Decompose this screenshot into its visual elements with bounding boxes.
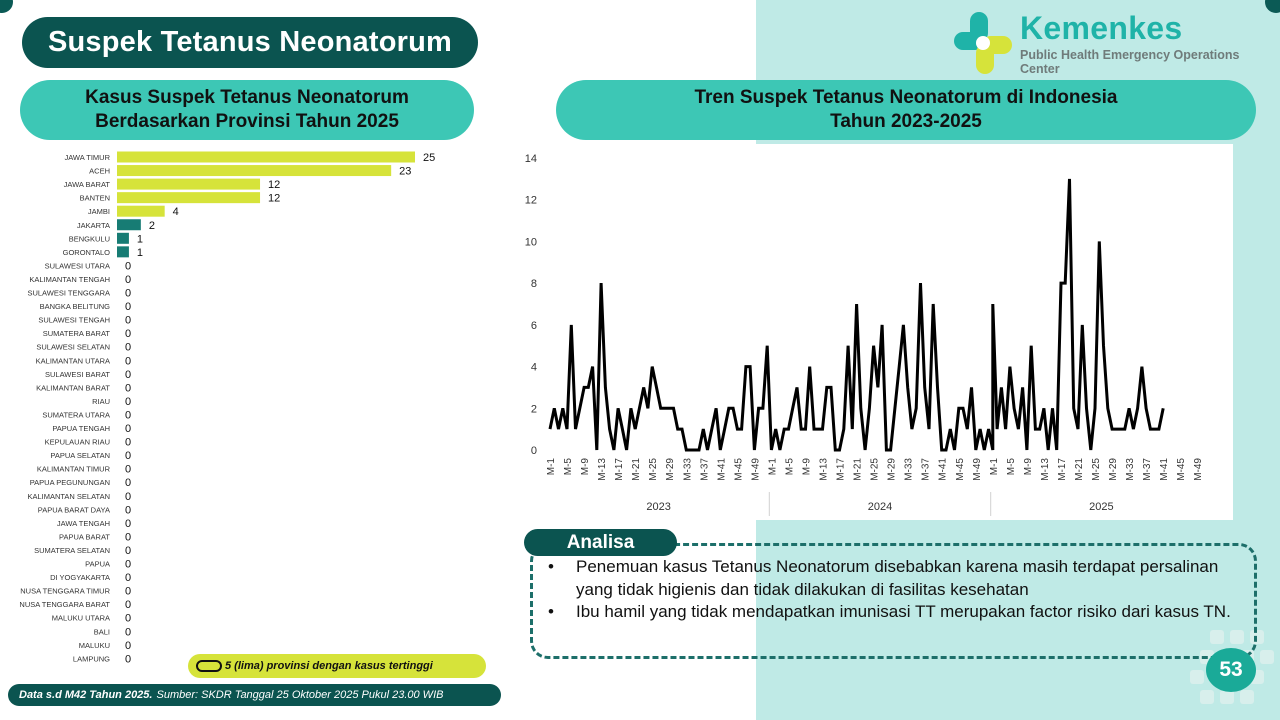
bar-value: 0 xyxy=(125,599,132,612)
x-tick-label: M-25 xyxy=(1091,458,1102,481)
bar-value: 0 xyxy=(125,436,132,449)
x-tick-label: M-45 xyxy=(733,458,745,481)
bar-value: 0 xyxy=(125,328,132,341)
bar-label: KALIMANTAN SELATAN xyxy=(27,491,110,501)
bar-label: DI YOGYAKARTA xyxy=(50,573,110,583)
legend-text: 5 (lima) provinsi dengan kasus tertinggi xyxy=(225,660,433,672)
bar-value: 1 xyxy=(136,233,144,246)
bar-value: 12 xyxy=(268,192,281,205)
bar-value: 2 xyxy=(148,219,155,232)
x-tick-label: M-45 xyxy=(954,458,966,481)
bar-label: PAPUA xyxy=(85,559,110,569)
footer-text: Sumber: SKDR Tanggal 25 Oktober 2025 Pukul 23.00 WIB xyxy=(156,689,444,701)
bar-label: RIAU xyxy=(92,396,110,406)
bar-value: 0 xyxy=(125,504,132,517)
bar-label: JAMBI xyxy=(87,207,110,217)
x-tick-label: M-21 xyxy=(852,458,864,481)
bar-chart-title xyxy=(20,80,474,140)
bar-value: 0 xyxy=(125,463,132,476)
logo-subtitle: Public Health Emergency Operations Center xyxy=(1020,48,1240,76)
x-tick-label: M-1 xyxy=(546,458,557,476)
bar-label: NUSA TENGGARA TIMUR xyxy=(20,586,110,596)
x-tick-label: M-37 xyxy=(699,458,711,481)
x-tick-label: M-9 xyxy=(801,458,813,476)
bar-label: BANGKA BELITUNG xyxy=(39,302,110,312)
y-tick-label: 2 xyxy=(530,403,537,416)
bar-label: PAPUA TENGAH xyxy=(52,424,110,433)
bar-label: JAWA TIMUR xyxy=(64,153,110,162)
bar-label: PAPUA SELATAN xyxy=(50,451,110,461)
x-tick-label: M-25 xyxy=(869,458,881,481)
x-tick-label: M-49 xyxy=(1193,458,1205,481)
x-tick-label: M-17 xyxy=(614,458,626,481)
bar-value: 0 xyxy=(125,409,132,422)
x-tick-label: M-37 xyxy=(920,458,932,481)
bar-label: JAWA TENGAH xyxy=(56,518,110,528)
bar xyxy=(117,152,415,163)
bar-value: 25 xyxy=(423,152,436,164)
bar-value: 0 xyxy=(125,341,132,354)
kemenkes-logo-icon xyxy=(952,10,1016,76)
bar-value: 0 xyxy=(125,301,132,314)
bar-value: 0 xyxy=(125,531,132,544)
legend-marker-icon xyxy=(196,660,222,672)
bar-label: NUSA TENGGARA BARAT xyxy=(19,600,110,610)
bar-label: SULAWESI UTARA xyxy=(44,261,110,271)
year-label: 2025 xyxy=(1089,501,1114,513)
bar-label: MALUKU UTARA xyxy=(51,613,110,623)
bar-value: 0 xyxy=(125,639,132,652)
x-tick-label: M-37 xyxy=(1142,458,1154,481)
bar-value: 1 xyxy=(136,246,144,259)
bar-label: SULAWESI TENGGARA xyxy=(27,288,110,298)
year-label: 2023 xyxy=(646,501,671,513)
x-tick-label: M-49 xyxy=(750,458,762,481)
top5-legend xyxy=(188,654,486,678)
bar-label: LAMPUNG xyxy=(72,654,110,664)
x-tick-label: M-49 xyxy=(971,458,983,481)
bar-label: SULAWESI SELATAN xyxy=(36,342,110,352)
bar-value: 0 xyxy=(125,314,132,327)
bar xyxy=(117,179,260,190)
bar-value: 0 xyxy=(125,544,132,557)
x-tick-label: M-33 xyxy=(682,458,694,481)
bar-value: 0 xyxy=(125,355,132,368)
trend-line-chart xyxy=(514,144,1233,520)
x-tick-label: M-17 xyxy=(1057,458,1068,481)
page-title: Suspek Tetanus Neonatorum xyxy=(22,17,478,68)
y-tick-label: 10 xyxy=(524,236,537,249)
bar xyxy=(117,192,260,203)
x-tick-label: M-5 xyxy=(784,458,796,476)
trend-line xyxy=(550,179,1163,450)
x-tick-label: M-45 xyxy=(1176,458,1188,481)
bar xyxy=(117,219,141,230)
bar xyxy=(117,246,129,257)
y-tick-label: 8 xyxy=(530,278,537,291)
bar xyxy=(117,165,391,176)
y-tick-label: 0 xyxy=(530,445,537,457)
y-tick-label: 14 xyxy=(524,153,537,165)
bar-chart-title-line1: Kasus Suspek Tetanus Neonatorum xyxy=(85,87,409,108)
bar-label: BANTEN xyxy=(79,193,110,203)
x-tick-label: M-13 xyxy=(818,458,830,481)
line-chart-title xyxy=(556,80,1256,140)
bar-value: 0 xyxy=(125,450,132,463)
bar-value: 0 xyxy=(125,558,132,571)
x-tick-label: M-25 xyxy=(648,458,660,481)
bar-label: MALUKU xyxy=(78,640,110,650)
y-tick-label: 12 xyxy=(524,194,537,207)
bar-label: JAKARTA xyxy=(76,220,110,230)
bar-label: BENGKULU xyxy=(68,234,110,244)
bar-value: 0 xyxy=(125,572,132,585)
analisa-bullet: • Penemuan kasus Tetanus Neonatorum disebabkan karena masih terdapat persalinan yang tidak higienis dan tidak dilakukan di fasilitas kesehatan xyxy=(548,556,1238,601)
page-number: 53 xyxy=(1206,648,1256,692)
bar-label: KALIMANTAN BARAT xyxy=(36,383,110,393)
bar-label: PAPUA BARAT xyxy=(59,532,110,542)
x-tick-label: M-9 xyxy=(580,458,592,476)
bar-label: SUMATERA SELATAN xyxy=(34,545,110,555)
bar xyxy=(117,233,129,244)
bar-value: 0 xyxy=(125,477,132,490)
kemenkes-logo xyxy=(952,8,1272,78)
x-tick-label: M-29 xyxy=(665,458,677,481)
bar-value: 23 xyxy=(399,165,412,178)
analisa-list xyxy=(548,556,1238,624)
bar-value: 0 xyxy=(125,423,132,435)
x-tick-label: M-41 xyxy=(937,458,949,481)
x-tick-label: M-13 xyxy=(597,458,609,481)
bar-value: 0 xyxy=(125,287,132,300)
bar-label: SUMATERA BARAT xyxy=(42,329,110,339)
x-tick-label: M-13 xyxy=(1039,458,1051,481)
bar-value: 0 xyxy=(125,368,132,381)
bar-label: BALI xyxy=(93,627,110,637)
analisa-bullet: • Ibu hamil yang tidak mendapatkan imunisasi TT merupakan factor risiko dari kasus TN. xyxy=(548,601,1238,624)
x-tick-label: M-9 xyxy=(1022,458,1034,476)
bar-label: JAWA BARAT xyxy=(63,180,110,190)
y-tick-label: 4 xyxy=(530,361,537,374)
bar-label: KALIMANTAN TENGAH xyxy=(29,274,110,284)
x-tick-label: M-5 xyxy=(1005,458,1017,476)
x-tick-label: M-17 xyxy=(835,458,847,481)
year-label: 2024 xyxy=(867,501,893,513)
bar-label: SULAWESI BARAT xyxy=(44,369,110,379)
x-tick-label: M-33 xyxy=(1125,458,1137,481)
bar-value: 0 xyxy=(125,653,132,666)
bar-label: PAPUA BARAT DAYA xyxy=(37,505,110,515)
bar-value: 0 xyxy=(125,273,132,286)
x-tick-label: M-29 xyxy=(1108,458,1120,481)
bar-value: 0 xyxy=(125,260,132,273)
bar-value: 0 xyxy=(125,585,132,598)
bar-value: 0 xyxy=(125,382,132,395)
bar xyxy=(117,206,165,217)
line-chart-title-line1: Tren Suspek Tetanus Neonatorum di Indonesia xyxy=(694,87,1118,108)
bar-value: 4 xyxy=(172,206,179,219)
x-tick-label: M-21 xyxy=(1074,458,1085,481)
bar-label: PAPUA PEGUNUNGAN xyxy=(29,478,110,488)
bar-value: 0 xyxy=(125,517,132,530)
bar-label: GORONTALO xyxy=(62,247,110,257)
bar-value: 0 xyxy=(125,395,132,408)
bar-label: KALIMANTAN UTARA xyxy=(35,356,110,366)
x-tick-label: M-33 xyxy=(903,458,915,481)
source-footer xyxy=(8,684,501,706)
bar-value: 0 xyxy=(125,490,132,503)
bar-value: 12 xyxy=(268,179,281,192)
x-tick-label: M-41 xyxy=(1159,458,1171,481)
x-tick-label: M-1 xyxy=(767,458,779,476)
y-tick-label: 6 xyxy=(530,319,537,332)
line-chart-title-line2: Tahun 2023-2025 xyxy=(830,111,982,132)
x-tick-label: M-21 xyxy=(631,458,643,481)
corner-dot-top-left xyxy=(0,0,13,13)
x-tick-label: M-1 xyxy=(988,458,1000,476)
footer-bold: Data s.d M42 Tahun 2025. xyxy=(19,689,153,701)
bar-label: KALIMANTAN TIMUR xyxy=(36,464,110,474)
bar-chart-title-line2: Berdasarkan Provinsi Tahun 2025 xyxy=(95,111,399,132)
bar-label: SUMATERA UTARA xyxy=(42,410,110,420)
analisa-label: Analisa xyxy=(524,529,677,556)
x-tick-label: M-29 xyxy=(886,458,898,481)
bar-label: ACEH xyxy=(89,166,110,176)
bar-label: KEPULAUAN RIAU xyxy=(44,437,110,447)
logo-name: Kemenkes xyxy=(1020,10,1183,46)
province-bar-chart xyxy=(0,150,500,675)
bar-value: 0 xyxy=(125,612,132,625)
x-tick-label: M-41 xyxy=(716,458,728,481)
bar-label: SULAWESI TENGAH xyxy=(38,315,110,325)
x-tick-label: M-5 xyxy=(563,458,574,476)
bar-value: 0 xyxy=(125,626,132,639)
